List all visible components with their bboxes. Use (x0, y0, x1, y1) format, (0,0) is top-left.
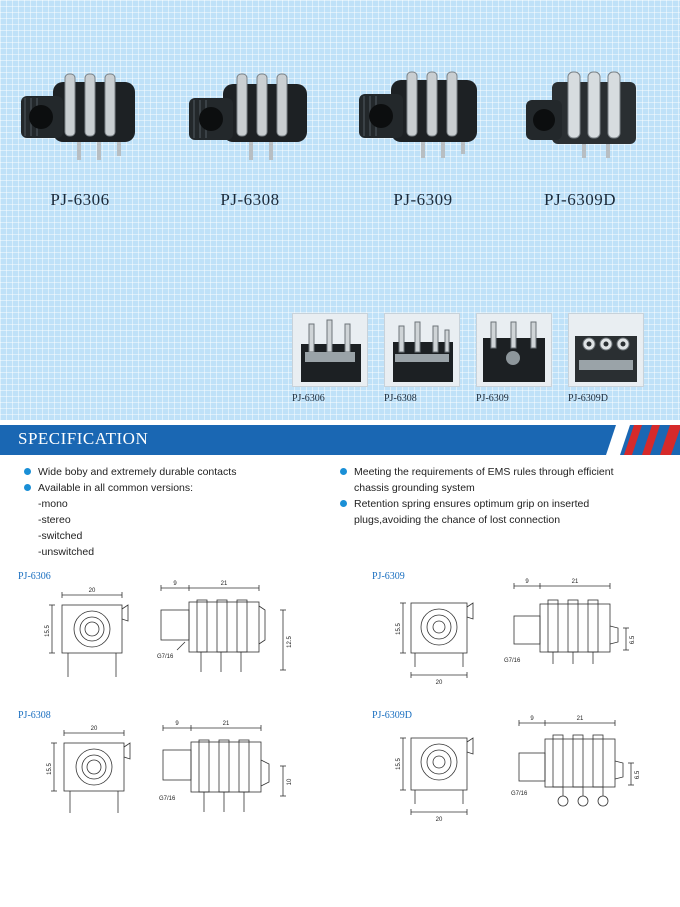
feature-item-continued: plugs,avoiding the chance of lost connection (354, 514, 561, 526)
dimension-b: 21 (576, 716, 584, 722)
feature-item: Wide boby and extremely durable contacts (22, 464, 236, 480)
dimension-width: 20 (88, 588, 96, 594)
feature-item: Retention spring ensures optimum grip on inserted (338, 496, 614, 512)
product-banner (0, 0, 680, 420)
version-item: -stereo (38, 514, 71, 526)
feature-item-continued: chassis grounding system (354, 482, 475, 494)
dimension-height: 15.5 (396, 623, 402, 635)
product-label: PJ-6309 (393, 190, 453, 209)
thumbnail-label: PJ-6308 (384, 393, 417, 404)
side-view-drawing (155, 580, 305, 680)
drawing-label: PJ-6306 (18, 571, 51, 582)
bullet-icon (340, 468, 347, 475)
version-item: -unswitched (38, 546, 95, 558)
section-title: SPECIFICATION (18, 429, 149, 448)
thumbnail-label: PJ-6309D (568, 393, 609, 404)
dimension-height: 6.5 (635, 770, 641, 780)
bullet-icon (24, 468, 31, 475)
side-view-drawing (155, 720, 305, 820)
product-label: PJ-6306 (50, 190, 110, 209)
jack-product-image (522, 62, 652, 172)
features-right (338, 464, 614, 528)
jack-product-image (185, 62, 315, 172)
front-view-drawing (40, 585, 140, 685)
side-view-drawing (500, 578, 650, 673)
jack-pins-image (385, 314, 459, 386)
dimension-height: 15.5 (47, 763, 53, 775)
product-label: PJ-6309D (543, 190, 616, 209)
jack-product-image (355, 62, 485, 172)
jack-product-image (15, 62, 145, 172)
dimension-b: 21 (220, 581, 228, 587)
front-view-drawing (395, 730, 485, 825)
product-thumbnail (568, 313, 644, 387)
drawing-label: PJ-6308 (18, 710, 51, 721)
thread-label: G7/16 (157, 654, 174, 660)
dimension-b: 21 (222, 721, 230, 727)
jack-pins-image (569, 314, 643, 386)
dimension-width: 20 (90, 726, 98, 732)
bullet-icon (24, 484, 31, 491)
product-thumbnail (476, 313, 552, 387)
features-left (22, 464, 236, 560)
dimension-height: 12.5 (287, 636, 293, 648)
feature-item: Available in all common versions: (22, 480, 236, 496)
jack-pins-image (293, 314, 367, 386)
dimension-width: 20 (435, 680, 443, 685)
dimension-b: 21 (571, 579, 579, 585)
specification-header (0, 425, 680, 455)
thumbnail-label: PJ-6309 (476, 393, 509, 404)
dimension-width: 20 (435, 817, 443, 823)
stripe-decoration (600, 425, 680, 455)
front-view-drawing (395, 595, 485, 685)
dimension-height: 6.5 (630, 635, 636, 645)
product-thumbnail (384, 313, 460, 387)
side-view-drawing (505, 715, 655, 815)
drawing-label: PJ-6309D (372, 710, 413, 721)
dimension-a: 9 (530, 716, 534, 722)
dimension-a: 9 (175, 721, 179, 727)
thread-label: G7/16 (504, 658, 521, 664)
feature-item: Meeting the requirements of EMS rules through efficient (338, 464, 614, 480)
version-item: -switched (38, 530, 83, 542)
jack-pins-image (477, 314, 551, 386)
front-view-drawing (40, 725, 140, 825)
bullet-icon (340, 500, 347, 507)
dimension-height: 10 (287, 778, 293, 786)
dimension-a: 9 (525, 579, 529, 585)
product-label: PJ-6308 (220, 190, 280, 209)
dimension-height: 15.5 (396, 758, 402, 770)
thumbnail-label: PJ-6306 (292, 393, 325, 404)
dimension-a: 9 (173, 581, 177, 587)
thread-label: G7/16 (511, 791, 528, 797)
drawing-label: PJ-6309 (372, 571, 405, 582)
dimension-height: 15.5 (45, 625, 51, 637)
thread-label: G7/16 (159, 796, 176, 802)
version-item: -mono (38, 498, 68, 510)
product-thumbnail (292, 313, 368, 387)
